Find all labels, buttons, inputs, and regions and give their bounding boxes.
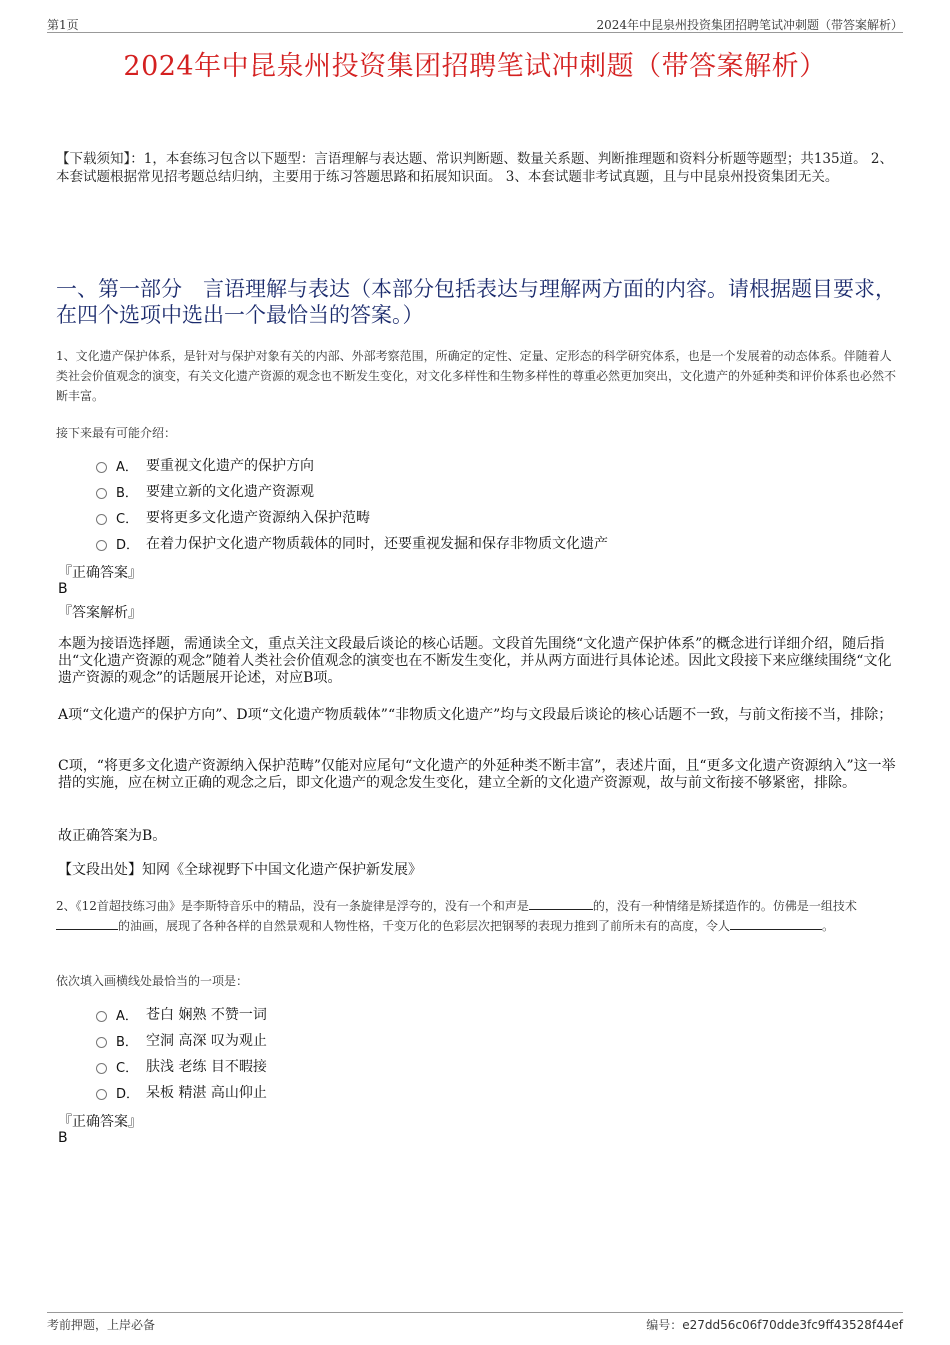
option-c[interactable]: C． 要将更多文化遗产资源纳入保护范畴 [96, 504, 876, 530]
radio-icon[interactable] [96, 1063, 107, 1074]
answer-label: 『正确答案』 [58, 1114, 142, 1130]
analysis-conclusion: 故正确答案为B。 [58, 828, 167, 844]
answer-value: B [58, 581, 68, 597]
option-b[interactable]: B． 空洞 高深 叹为观止 [96, 1027, 876, 1053]
option-d[interactable]: D． 在着力保护文化遗产物质载体的同时，还要重视发掘和保存非物质文化遗产 [96, 530, 876, 556]
answer-value: B [58, 1130, 68, 1146]
question-2-text: 2、《12首超技练习曲》是李斯特音乐中的精品，没有一条旋律是浮夸的，没有一个和声是 的，没有一种情绪是矫揉造作的。仿佛是一组技术的油画，展现了各种各样的自然景观和人物性格，千变万化的色彩层次把钢琴的表现力推到了前所未有的高度，令人 。 [56, 899, 857, 933]
question-1-options [96, 452, 876, 556]
text-source: 【文段出处】知网《全球视野下中国文化遗产保护新发展》 [58, 862, 422, 878]
radio-icon[interactable] [96, 1037, 107, 1048]
option-c[interactable]: C． 肤浅 老练 目不暇接 [96, 1053, 876, 1079]
answer-label: 『正确答案』 [58, 565, 142, 581]
page-number: 第1页 [47, 18, 79, 32]
fill-blank [529, 897, 593, 910]
document-title: 2024年中昆泉州投资集团招聘笔试冲刺题（带答案解析） [123, 51, 827, 82]
option-d[interactable]: D． 呆板 精湛 高山仰止 [96, 1079, 876, 1105]
question-1-prompt: 接下来最有可能介绍： [56, 426, 177, 440]
fill-blank [56, 917, 118, 930]
analysis-paragraph: 本题为接语选择题，需通读全文，重点关注文段最后谈论的核心话题。文段首先围绕“文化遗产保护体系”的概念进行详细介绍，随后指出“文化遗产资源的观念”随着人类社会价值观念的演变也在不断发生变化，并从两方面进行具体论述。因此文段接下来应继续围绕“文化遗产资源的观念”的话题展开论述，对应B项。 [58, 636, 892, 686]
radio-icon[interactable] [96, 514, 107, 525]
page-footer [47, 1312, 903, 1332]
analysis-paragraph: A项“文化遗产的保护方向”、D项“文化遗产物质载体”“非物质文化遗产”均与文段最后谈论的核心话题不一致，与前文衔接不当，排除； [58, 707, 893, 723]
header-doc-title: 2024年中昆泉州投资集团招聘笔试冲刺题（带答案解析） [596, 18, 903, 32]
radio-icon[interactable] [96, 462, 107, 473]
fill-blank [730, 917, 822, 930]
analysis-paragraph: C项，“将更多文化遗产资源纳入保护范畴”仅能对应尾句“文化遗产的外延种类不断丰富”，表述片面，且“更多文化遗产资源纳入”这一举措的实施，应在树立正确的观念之后，即文化遗产的观念发生变化，建立全新的文化遗产资源观，故与前文衔接不够紧密，排除。 [58, 758, 896, 791]
question-2-prompt: 依次填入画横线处最恰当的一项是： [56, 974, 249, 988]
radio-icon[interactable] [96, 488, 107, 499]
radio-icon[interactable] [96, 1089, 107, 1100]
page-header [47, 14, 903, 33]
question-2-options [96, 1001, 876, 1105]
download-notice: 【下载须知】：1，本套练习包含以下题型：言语理解与表达题、常识判断题、数量关系题、判断推理题和资料分析题等题型；共135道。 2、本套试题根据常见招考题总结归纳，主要用于练习答题思路和拓展知识面。 3、本套试题非考试真题，且与中昆泉州投资集团无关。 [56, 151, 893, 185]
footer-code: 编号：e27dd56c06f70dde3fc9ff43528f44ef [646, 1318, 903, 1332]
footer-slogan: 考前押题，上岸必备 [47, 1318, 156, 1332]
option-a[interactable]: A． 要重视文化遗产的保护方向 [96, 452, 876, 478]
radio-icon[interactable] [96, 1011, 107, 1022]
option-b[interactable]: B． 要建立新的文化遗产资源观 [96, 478, 876, 504]
section-title: 一、第一部分 言语理解与表达（本部分包括表达与理解两方面的内容。请根据题目要求，在四个选项中选出一个最恰当的答案。） [56, 277, 896, 327]
analysis-label: 『答案解析』 [58, 605, 142, 621]
question-1-text: 1、文化遗产保护体系，是针对与保护对象有关的内部、外部考察范围，所确定的定性、定量、定形态的科学研究体系，也是一个发展着的动态体系。伴随着人类社会价值观念的演变，有关文化遗产资源的观念也不断发生变化，对文化多样性和生物多样性的尊重必然更加突出，文化遗产的外延种类和评价体系也必然不断丰富。 [56, 349, 897, 403]
radio-icon[interactable] [96, 540, 107, 551]
option-a[interactable]: A． 苍白 娴熟 不赞一词 [96, 1001, 876, 1027]
